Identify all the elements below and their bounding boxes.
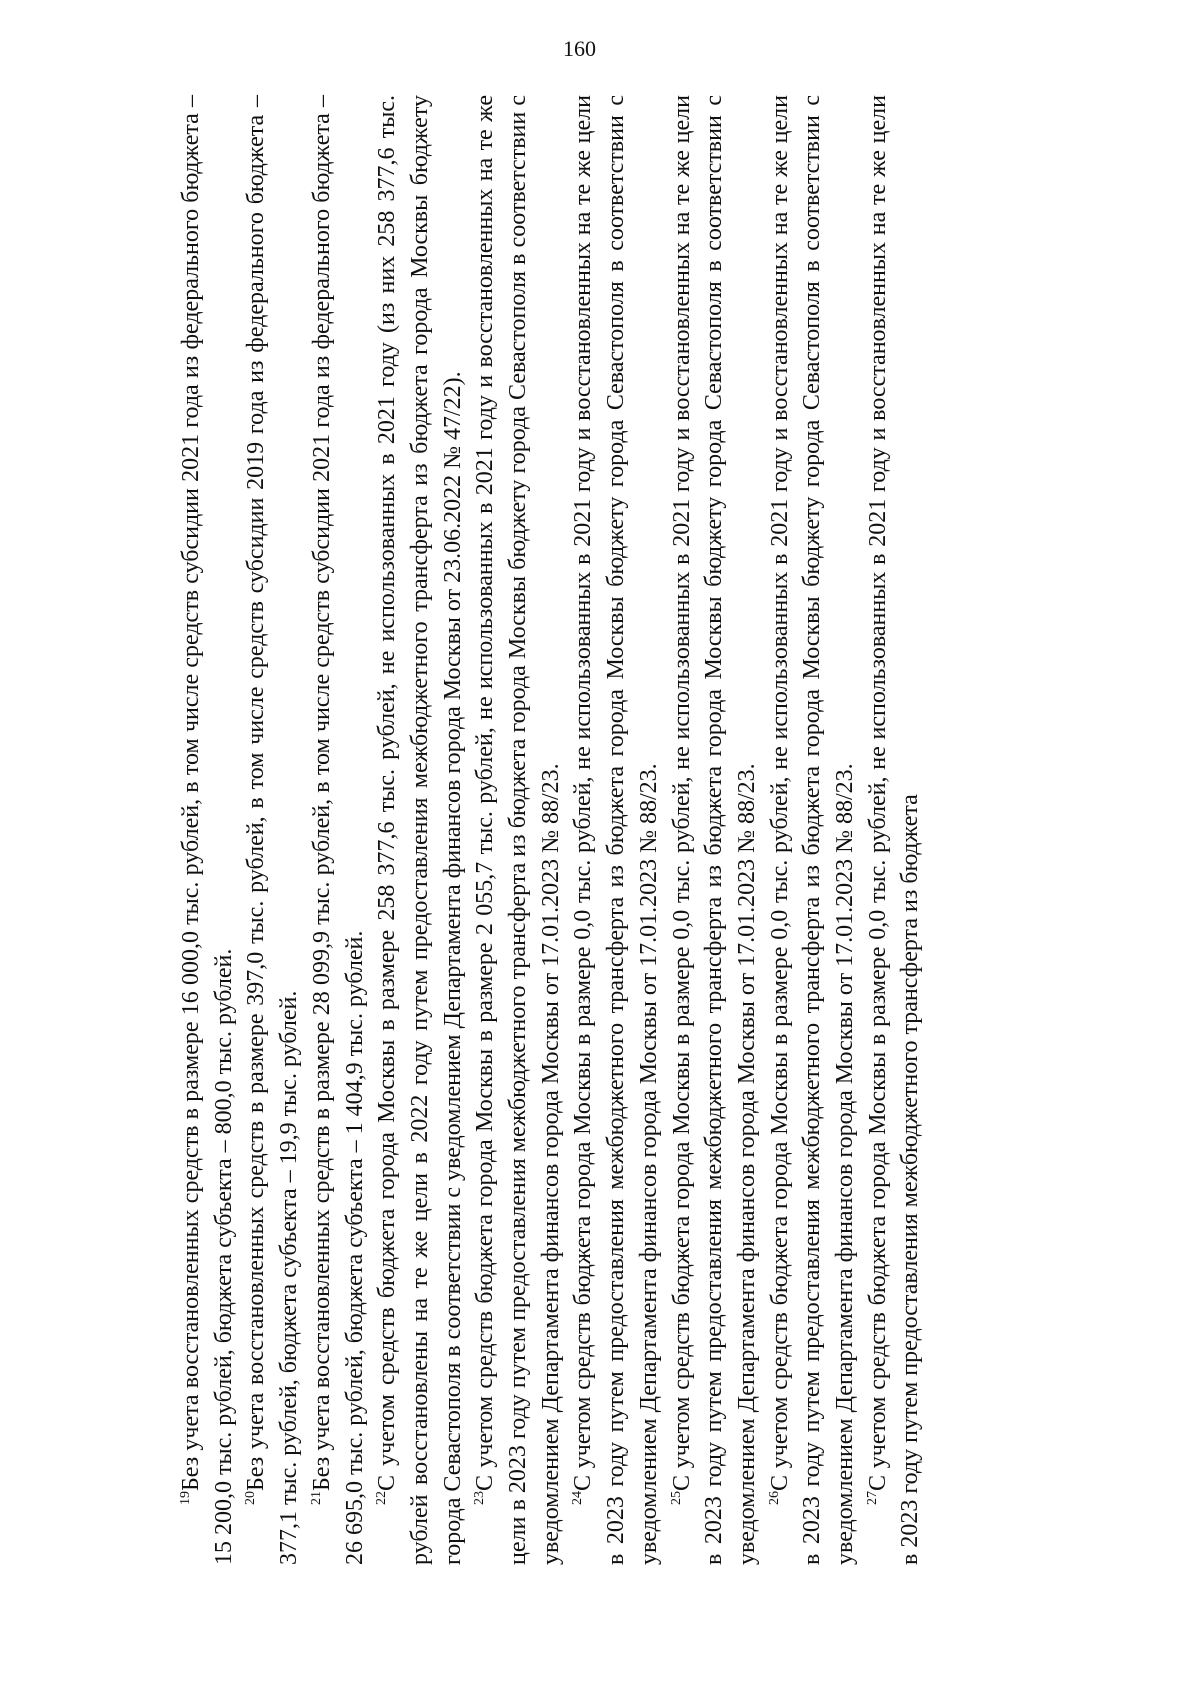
footnote-marker: 21 <box>308 1491 324 1505</box>
footnote-text: С учетом средств бюджета города Москвы в размере 0,0 тыс. рублей, не использованных в 2021 году и восстановленных на те же цели в 2023 году путем предоставления межбюджетного трансферта из бюджета города Москвы бюджету города Севастополя в соответствии с уведомлением Департамента финансов города Москвы от 17.01.2023 № 88/23. <box>766 95 859 1565</box>
footnote-27 <box>862 95 927 1565</box>
footnote-marker: 20 <box>243 1491 259 1505</box>
footnote-25 <box>666 95 764 1565</box>
page-number: 160 <box>563 36 596 61</box>
footnote-text: Без учета восстановленных средств в размере 28 099,9 тыс. рублей, в том числе средств субсидии 2021 года из федерального бюджета – 26 695,0 тыс. рублей, бюджета субъекта – 1 404,9 тыс. рублей. <box>308 95 368 1565</box>
footnote-marker: 19 <box>178 1491 193 1505</box>
footnote-marker: 26 <box>766 1491 782 1505</box>
footnote-23 <box>469 95 567 1565</box>
footnote-22 <box>371 95 469 1565</box>
footnote-24 <box>567 95 665 1565</box>
footnotes-block <box>175 95 1105 1565</box>
footnote-19 <box>175 95 240 1565</box>
footnote-marker: 27 <box>864 1491 880 1505</box>
footnote-26 <box>764 95 862 1565</box>
footnote-21 <box>306 95 371 1565</box>
footnote-marker: 23 <box>472 1491 488 1505</box>
footnote-text: С учетом средств бюджета города Москвы в размере 0,0 тыс. рублей, не использованных в 2021 году и восстановленных на те же цели в 2023 году путем предоставления межбюджетного трансферта из бюджета города Москвы бюджету города Севастополя в соответствии с уведомлением Департамента финансов города Москвы от 17.01.2023 № 88/23. <box>570 95 662 1565</box>
footnote-marker: 22 <box>374 1491 390 1505</box>
footnote-text: С учетом средств бюджета города Москвы в размере 258 377,6 тыс. рублей, не использованных в 2021 году (из них 258 377,6 тыс. рублей восстановлены на те же цели в 2022 году путем предоставления межбюджетного трансферта из бюджета города Москвы бюджету города Севастополя в соответствии с уведомлением Департамента финансов города Москвы от 23.06.2022 № 47/22). <box>374 95 466 1565</box>
footnote-marker: 25 <box>668 1491 684 1505</box>
footnote-text: С учетом средств бюджета города Москвы в размере 0,0 тыс. рублей, не использованных в 2021 году и восстановленных на те же цели в 2023 году путем предоставления межбюджетного трансферта из бюджета <box>864 95 924 1565</box>
footnote-20 <box>240 95 305 1565</box>
footnote-text: С учетом средств бюджета города Москвы в размере 2 055,7 тыс. рублей, не использованных в 2021 году и восстановленных на те же цели в 2023 году путем предоставления межбюджетного трансферта из бюджета города Москвы бюджету города Севастополя в соответствии с уведомлением Департамента финансов города Москвы от 17.01.2023 № 88/23. <box>472 95 564 1565</box>
footnote-text: С учетом средств бюджета города Москвы в размере 0,0 тыс. рублей, не использованных в 2021 году и восстановленных на те же цели в 2023 году путем предоставления межбюджетного трансферта из бюджета города Москвы бюджету города Севастополя в соответствии с уведомлением Департамента финансов города Москвы от 17.01.2023 № 88/23. <box>668 95 760 1565</box>
footnote-marker: 24 <box>570 1491 586 1505</box>
footnote-text: Без учета восстановленных средств в размере 16 000,0 тыс. рублей, в том числе средств субсидии 2021 года из федерального бюджета – 15 200,0 тыс. рублей, бюджета субъекта – 800,0 тыс. рублей. <box>178 95 237 1565</box>
footnote-text: Без учета восстановленных средств в размере 397,0 тыс. рублей, в том числе средств субсидии 2019 года из федерального бюджета – 377,1 тыс. рублей, бюджета субъекта – 19,9 тыс. рублей. <box>243 95 303 1565</box>
